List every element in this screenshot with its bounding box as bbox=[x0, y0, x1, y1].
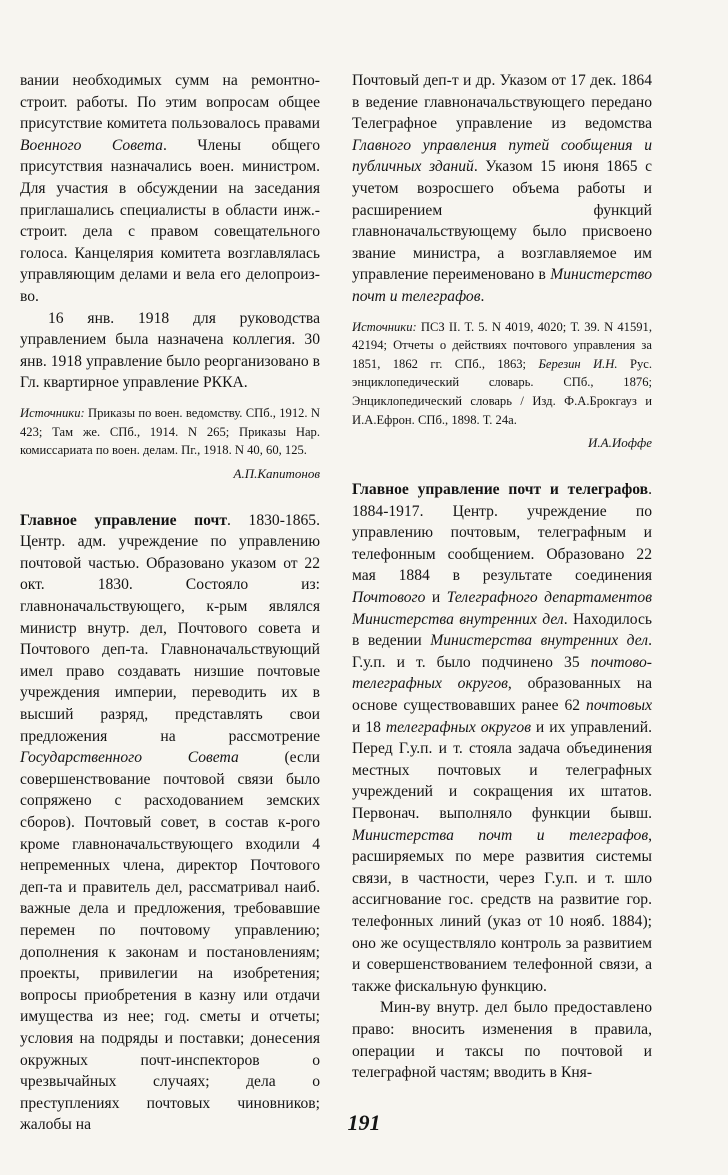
article-author: И.А.Иоффе bbox=[588, 435, 652, 451]
article-post-telegraph-directorate: Главное управление почт и телеграфов. 1884-1917. Центр. учреждение по управлению почтовым, телеграфным и телефонным сообщением. Образовано 22 мая 1884 в результате соединения Почтового и Телеграфного департаментов Министерства внутренних дел. Находилось в ведении Министерства внутренних дел. Г.у.п. и т. было подчинено 35 почтово-телеграфных округов, образованных на основе существовавших ранее 62 почтовых и 18 телеграфных округов и их управлений. Перед Г.у.п. и т. стояла задача объединения местных почтовых и телеграфных учреждений и сокращения их штатов. Первонач. выполняло функции бывш. Министерства почт и телеграфов, расширяемых по мере развития системы связи, в частности, через Г.у.п. и т. шло ассигнование гос. средств на развитие гор. телефонных линий (указ от 10 нояб. 1884); оно же осуществляло контроль за развитием и совершенствованием телефонной связи, а также фискальную функцию. bbox=[352, 481, 653, 995]
right-column bbox=[352, 70, 652, 1084]
article-gap bbox=[20, 484, 320, 510]
article-headword: Главное управление почт и телеграфов bbox=[352, 481, 649, 499]
sources-block: Источники: Приказы по воен. ведомству. СПб., 1912. N 423; Там же. СПб., 1914. N 265; Приказы Нар. комиссариата по воен. делам. Пг., 1918. N 40, 60, 125. bbox=[20, 405, 320, 458]
article-author: А.П.Капитонов bbox=[233, 465, 320, 481]
left-column bbox=[20, 70, 320, 1136]
sources-block: Источники: ПСЗ II. Т. 5. N 4019, 4020; Т. 39. N 41591, 42194; Отчеты о действиях почтового управления за 1851, 1862 гг. СПб., 1863; Березин И.Н. Рус. энциклопедический словарь. СПб., 1876; Энциклопедический словарь / Изд. Ф.А.Брокгауз и И.А.Ефрон. СПб., 1898. Т. 24а. bbox=[352, 319, 652, 427]
paragraph-intro-continuation: вании необходимых сумм на ремонтно-строит. работы. По этим вопросам общее присутствие комитета пользовалось правами Военного Совета. Члены общего присутствия назначались воен. министром. Для участия в обсуждении на заседания приглашались специалисты в области инж.-строит. дела с правом совещательного голоса. Канцелярия комитета возглавлялась управляющим делами и вела его делопроиз-во. bbox=[20, 72, 320, 305]
paragraph-continuation: Почтовый деп-т и др. Указом от 17 дек. 1864 в ведение главноначальствующего передано Телеграфное управление из ведомства Главного управления путей сообщения и публичных зданий. Указом 15 июня 1865 с учетом возросшего объема работы и расширением функций главноначальствующему было присвоено звание министра, а возглавляемое им управление переименовано в Министерство почт и телеграфов. bbox=[352, 72, 652, 305]
article-headword: Главное управление почт bbox=[20, 511, 227, 529]
page-number: 191 bbox=[347, 1110, 381, 1135]
paragraph-1918: 16 янв. 1918 для руководства управлением была назначена коллегия. 30 янв. 1918 управление было реорганизовано в Гл. квартирное управление РККА. bbox=[20, 309, 320, 392]
article-postal-directorate: Главное управление почт. 1830-1865. Центр. адм. учреждение по управлению почтовой частью. Образовано указом от 22 окт. 1830. Состояло из: главноначальствующего, к-рым являлся министр внутр. дел, Почтового совета и Почтового деп-та. Главноначальствующий имел право создавать низшие почтовые учреждения империи, переводить их в высший разряд, представлять свои предложения на рассмотрение Государственного Совета (если совершенствование почтовой связи было сопряжено с расходованием земских сборов). Почтовый совет, в состав к-рого кроме главноначальствующего входили 4 непременных члена, директор Почтового деп-та и правитель дел, рассматривал наиб. важные дела и предложения, требовавшие перемен по почтовому управлению; дополнения к законам и постановлениям; проекты, привилегии на изобретения; вопросы приобретения в казну или отдачи имущества из нее; год. сметы и отчеты; условия на подряды и поставки; донесения окружных почт-инспекторов о чрезвычайных случаях; дела о преступлениях почтовых чиновников; жалобы на bbox=[20, 511, 320, 1134]
paragraph-ministry-rights: Мин-ву внутр. дел было предоставлено право: вносить изменения в правила, операции и таксы по почтовой и телеграфной частям; вводить в Кня- bbox=[352, 999, 652, 1082]
article-gap bbox=[352, 453, 652, 479]
